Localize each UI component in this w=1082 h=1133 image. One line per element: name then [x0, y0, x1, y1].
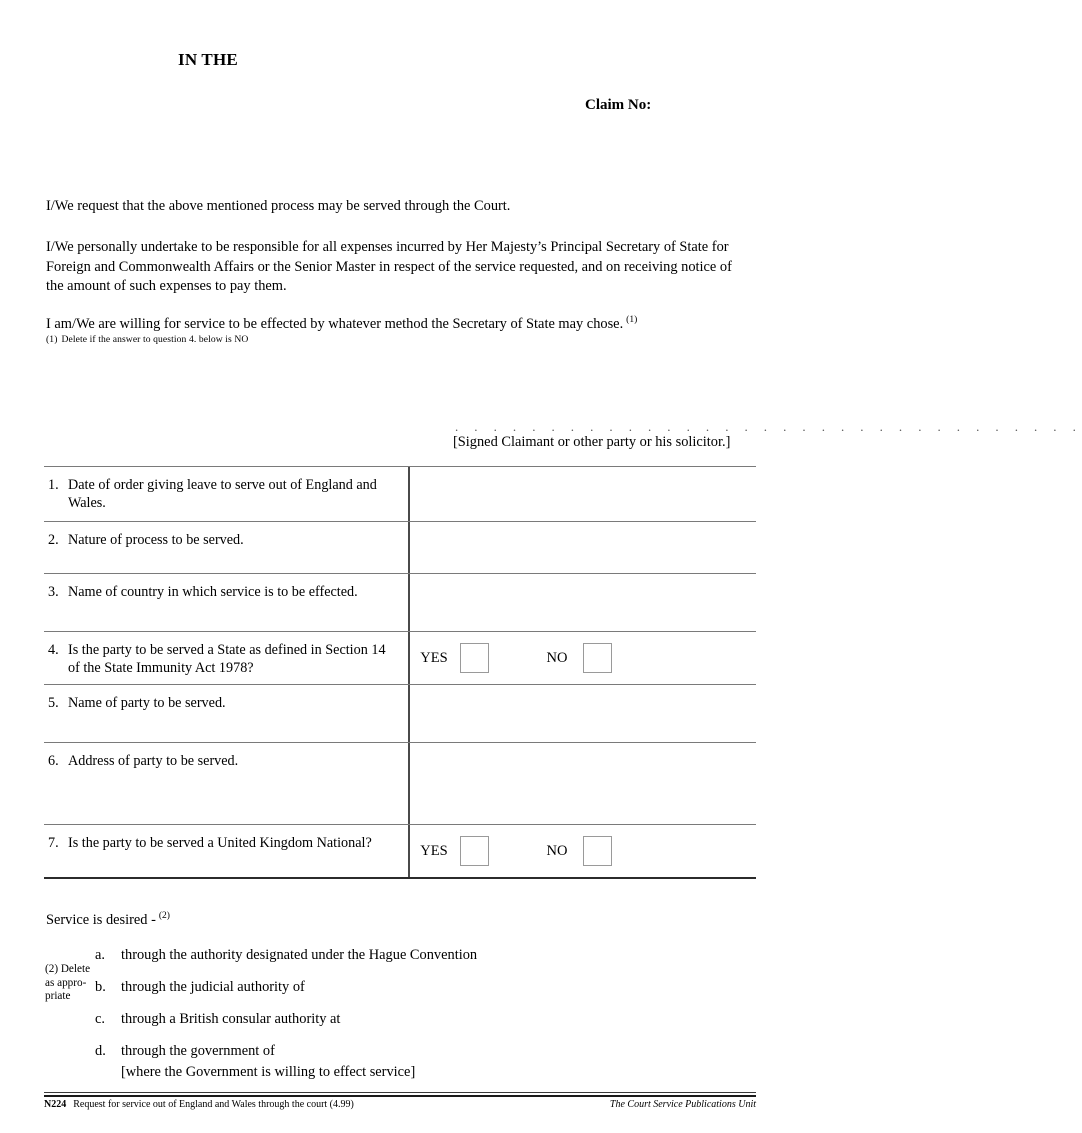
no-label: NO: [546, 649, 568, 666]
question-text: Address of party to be served.: [68, 753, 239, 769]
footnote-marker-2: (2): [158, 911, 170, 921]
answer-field: [410, 632, 756, 684]
table-row: [44, 573, 756, 631]
service-heading-text: Service is desired -: [46, 912, 156, 928]
footnote-1-mark: (1): [46, 334, 58, 345]
item-letter: b.: [95, 979, 106, 995]
service-options-list: [95, 946, 715, 1095]
margin-note-delete-as-appropriate: (2) Delete as appro- priate: [45, 963, 91, 1003]
question-text: Is the party to be served a United Kingdom National?: [68, 835, 372, 851]
footer-form-info: [44, 1099, 354, 1110]
question-text: Nature of process to be served.: [68, 532, 244, 548]
question-text: Name of country in which service is to be effected.: [68, 584, 358, 600]
answer-field: [410, 825, 756, 877]
item-letter: a.: [95, 947, 105, 963]
footer-rule-bottom: [44, 1095, 756, 1097]
question-text: Is the party to be served a State as defined in Section 14 of the State Immunity Act 1978?: [68, 642, 386, 676]
answer-field[interactable]: [410, 685, 756, 742]
item-text: through the authority designated under the Hague Convention: [121, 947, 478, 963]
item-text: through the judicial authority of: [121, 979, 305, 995]
footnote-1-text: Delete if the answer to question 4. below is NO: [61, 334, 249, 345]
item-letter: c.: [95, 1011, 105, 1027]
item-letter: d.: [95, 1043, 106, 1059]
table-row: [44, 631, 756, 684]
list-item[interactable]: [95, 946, 715, 965]
question-number: 3.: [48, 584, 59, 600]
list-item[interactable]: [95, 1042, 715, 1082]
table-row: [44, 742, 756, 824]
question-label: [48, 583, 403, 601]
paragraph-willing-service-text: I am/We are willing for service to be effected by whatever method the Secretary of State may chose.: [46, 316, 624, 332]
question-label: [48, 641, 403, 677]
claim-number-label: Claim No:: [585, 97, 652, 113]
list-item[interactable]: [95, 978, 715, 997]
answer-field[interactable]: [410, 522, 756, 573]
table-row: [44, 521, 756, 573]
question-label: [48, 476, 403, 512]
question-text: Date of order giving leave to serve out of England and Wales.: [68, 477, 377, 511]
item-text: through a British consular authority at: [121, 1011, 341, 1027]
footer-publisher: The Court Service Publications Unit: [609, 1099, 756, 1110]
question-label: [48, 694, 403, 712]
question-label: [48, 752, 403, 770]
paragraph-undertaking: I/We personally undertake to be responsible for all expenses incurred by Her Majesty’s Principal Secretary of State for Foreign and Commonwealth Affairs or the Senior Master in respect of the service requested, and on receiving notice of the amount of such expenses to pay them.: [46, 239, 732, 294]
no-label: NO: [546, 842, 568, 859]
list-item[interactable]: [95, 1010, 715, 1029]
court-heading: IN THE: [178, 50, 238, 69]
yes-checkbox[interactable]: [460, 836, 489, 866]
question-number: 7.: [48, 835, 59, 851]
question-number: 2.: [48, 532, 59, 548]
paragraph-request: I/We request that the above mentioned process may be served through the Court.: [46, 198, 511, 214]
yes-no-group: [410, 836, 614, 866]
question-number: 5.: [48, 695, 59, 711]
yes-label: YES: [420, 649, 448, 666]
yes-no-group: [410, 643, 614, 673]
footer-form-code: N224: [44, 1099, 67, 1110]
footnote-1: [46, 334, 248, 345]
answer-field[interactable]: [410, 743, 756, 824]
answer-field[interactable]: [410, 467, 756, 521]
no-checkbox[interactable]: [583, 836, 612, 866]
signature-dotted-line[interactable]: . . . . . . . . . . . . . . . . . . . . . . . . . . . . . . . . .: [455, 419, 1082, 434]
no-checkbox[interactable]: [583, 643, 612, 673]
table-row: [44, 466, 756, 521]
footer-form-title: Request for service out of England and Wales through the court (4.99): [73, 1099, 354, 1110]
paragraph-willing-service: [46, 311, 746, 335]
table-row: [44, 824, 756, 879]
question-label: [48, 834, 403, 852]
answer-field[interactable]: [410, 574, 756, 631]
item-text: through the government of: [121, 1043, 275, 1059]
question-label: [48, 531, 403, 549]
signature-caption: [Signed Claimant or other party or his solicitor.]: [453, 434, 731, 450]
questions-table: [44, 466, 756, 879]
table-row: [44, 684, 756, 742]
question-number: 6.: [48, 753, 59, 769]
item-subtext: [where the Government is willing to effect service]: [121, 1064, 416, 1080]
footer-rule-top: [44, 1092, 756, 1093]
question-number: 1.: [48, 477, 59, 493]
yes-label: YES: [420, 842, 448, 859]
footnote-marker-1: (1): [626, 315, 638, 325]
service-section-heading: [46, 911, 170, 929]
yes-checkbox[interactable]: [460, 643, 489, 673]
question-number: 4.: [48, 642, 59, 658]
question-text: Name of party to be served.: [68, 695, 226, 711]
